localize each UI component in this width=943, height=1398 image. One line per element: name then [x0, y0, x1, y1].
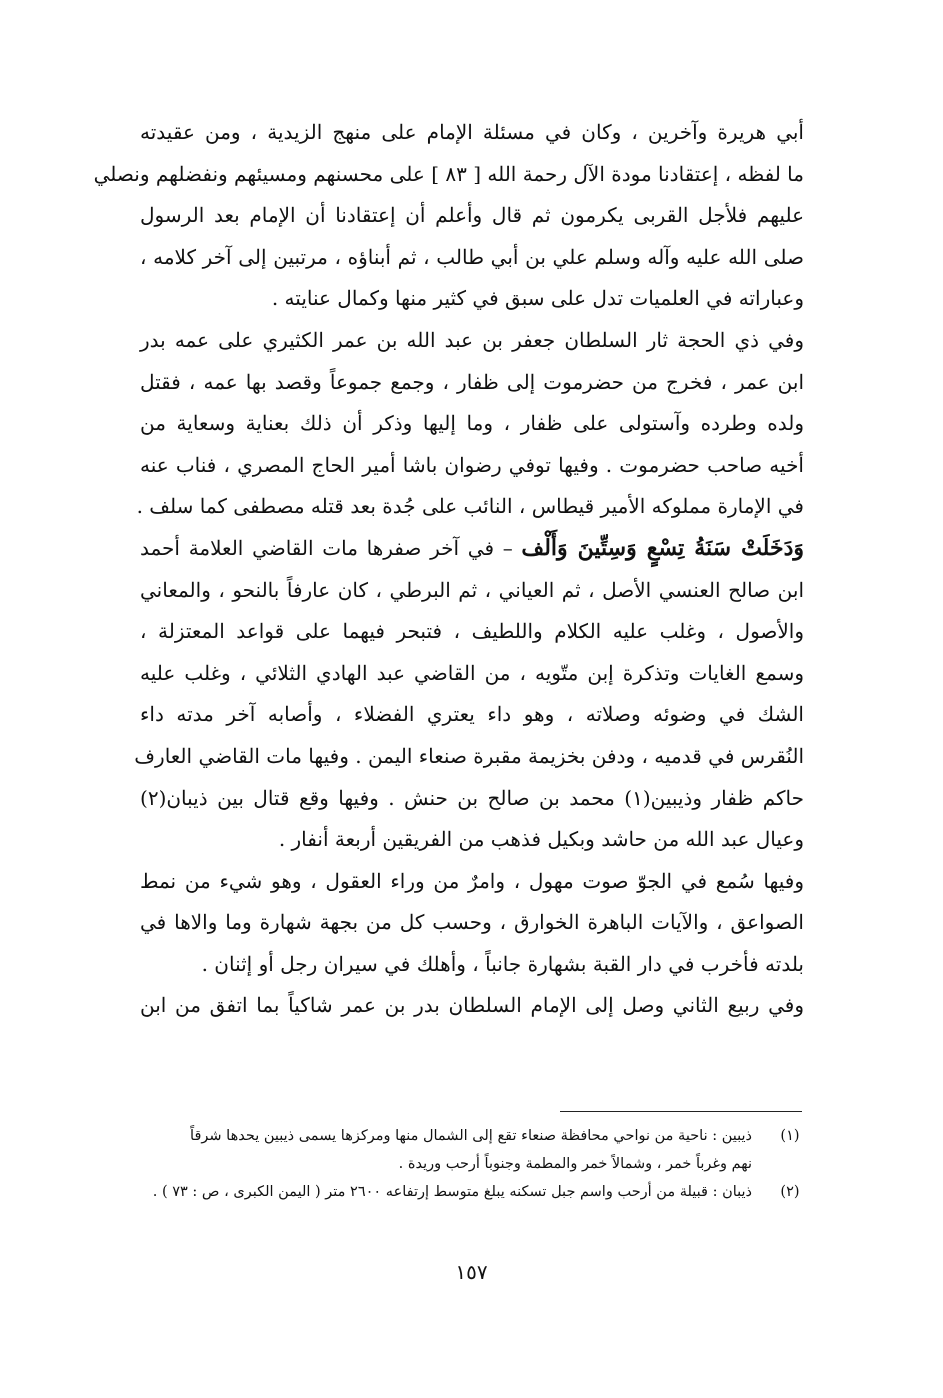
- text-line-21: بلدته فأخرب في دار القبة بشهارة جانباً ، وأهلك في سيران رجل أو إثنان .: [201, 951, 804, 976]
- footnote-marker: (١): [780, 1128, 800, 1144]
- text-line-10: في الإمارة مملوكه الأمير قيطاس ، النائب على جُدة بعد قتله مصطفى كما سلف .: [136, 494, 804, 519]
- footnote-line: ذيبين : ناحية من نواحي محافظة صنعاء تقع إلى الشمال منها ومركزها يسمى ذيبين يحدها شرقاً: [190, 1128, 752, 1144]
- text-line-13: والأصول ، وغلب عليه الكلام واللطيف ، فتبحر فيهما على قواعد المعتزلة ،: [140, 619, 804, 644]
- text-line-11: [140, 528, 804, 570]
- text-line-15: الشك في وضوئه وصلاته ، وهو داء يعتري الفضلاء ، وأصابه آخر مدته داء: [140, 702, 804, 727]
- text-line-7: ابن عمر ، فخرج من حضرموت إلى ظفار ، وجمع جموعاً وقصد بها عمه ، فقتل: [140, 369, 804, 394]
- footnotes: [140, 1122, 810, 1206]
- text-line-6: وفي ذي الحجة ثار السلطان جعفر بن عبد الله بن عمر الكثيري على عمه بدر: [140, 327, 804, 352]
- text-line-3: عليهم فلأجل القربى يكرمون ثم قال وأعلم أن إعتقادنا أن الإمام بعد الرسول: [140, 203, 804, 228]
- text-line-20: الصواعق ، والآيات الباهرة الخوارق ، وحسب كل من بجهة شهارة وما والاها في: [140, 910, 804, 935]
- text-line-22: وفي ربيع الثاني وصل إلى الإمام السلطان بدر بن عمر شاكياً بما اتفق من ابن: [140, 993, 804, 1018]
- main-text-block: [93, 112, 804, 1027]
- footnote-line: نهم وغرباً خمر ، وشمالاً خمر والمطمة وجنوباً أرحب وريدة .: [398, 1156, 752, 1172]
- year-heading-continuation: – في آخر صفرها مات القاضي العلامة أحمد: [140, 535, 522, 560]
- text-line-19: وفيها سُمع في الجوّ صوت مهول ، وامرٌ من وراء العقول ، وهو شيء من نمط: [140, 868, 804, 893]
- footnote-1: [140, 1122, 810, 1178]
- text-line-4: صلى الله عليه وآله وسلم علي بن أبي طالب ، ثم أبناؤه ، مرتبين إلى آخر كلامه ،: [140, 244, 804, 269]
- footnote-2: [140, 1178, 810, 1206]
- footnote-line: ذيبان : قبيلة من أرحب واسم جبل تسكنه يبلغ متوسط إرتفاعه ٢٦٠٠ متر ( اليمن الكبرى ، ص : ٧٣ ) .: [152, 1184, 752, 1200]
- text-line-12: ابن صالح العنسي الأصل ، ثم العياني ، ثم البرطي ، كان عارفاً بالنحو ، والمعاني: [140, 577, 804, 602]
- text-line-18: وعيال عبد الله من حاشد وبكيل فذهب من الفريقين أربعة أنفار .: [278, 827, 804, 852]
- text-line-14: وسمع الغايات وتذكرة إبن متّويه ، من القاضي عبد الهادي الثلائي ، وغلب عليه: [140, 660, 804, 685]
- footnote-marker: (٢): [780, 1184, 800, 1200]
- text-line-2: ما لفظه ، إعتقادنا مودة الآل رحمة الله [ ٨٣ ] على محسنهم ومسيئهم ونفضلهم ونصلي: [93, 161, 804, 186]
- text-line-8: ولده وطرده وآستولى على ظفار ، وما إليها وذكر أن ذلك بعناية وسعاية من: [140, 411, 804, 436]
- text-line-1: أبي هريرة وآخرين ، وكان في مسئلة الإمام على منهج الزيدية ، ومن عقيدته: [140, 120, 804, 144]
- footnote-separator: [560, 1111, 802, 1112]
- text-line-17: حاكم ظفار وذيبين(١) محمد بن صالح بن حنش . وفيها وقع قتال بين ذيبان(٢): [140, 785, 804, 810]
- text-line-16: النُقرس في قدميه ، ودفن بخزيمة مقبرة صنعاء اليمن . وفيها مات القاضي العارف: [134, 743, 804, 768]
- page-number: ١٥٧: [455, 1260, 488, 1284]
- text-line-9: أخيه صاحب حضرموت . وفيها توفي رضوان باشا أمير الحاج المصري ، فناب عنه: [140, 452, 804, 477]
- year-heading: وَدَخَلَتْ سَنَةُ تِسْعٍ وَسِتِّينَ وَأَلْف: [521, 534, 804, 561]
- text-line-5: وعباراته في العلميات تدل على سبق في كثير منها وكمال عنايته .: [271, 286, 804, 311]
